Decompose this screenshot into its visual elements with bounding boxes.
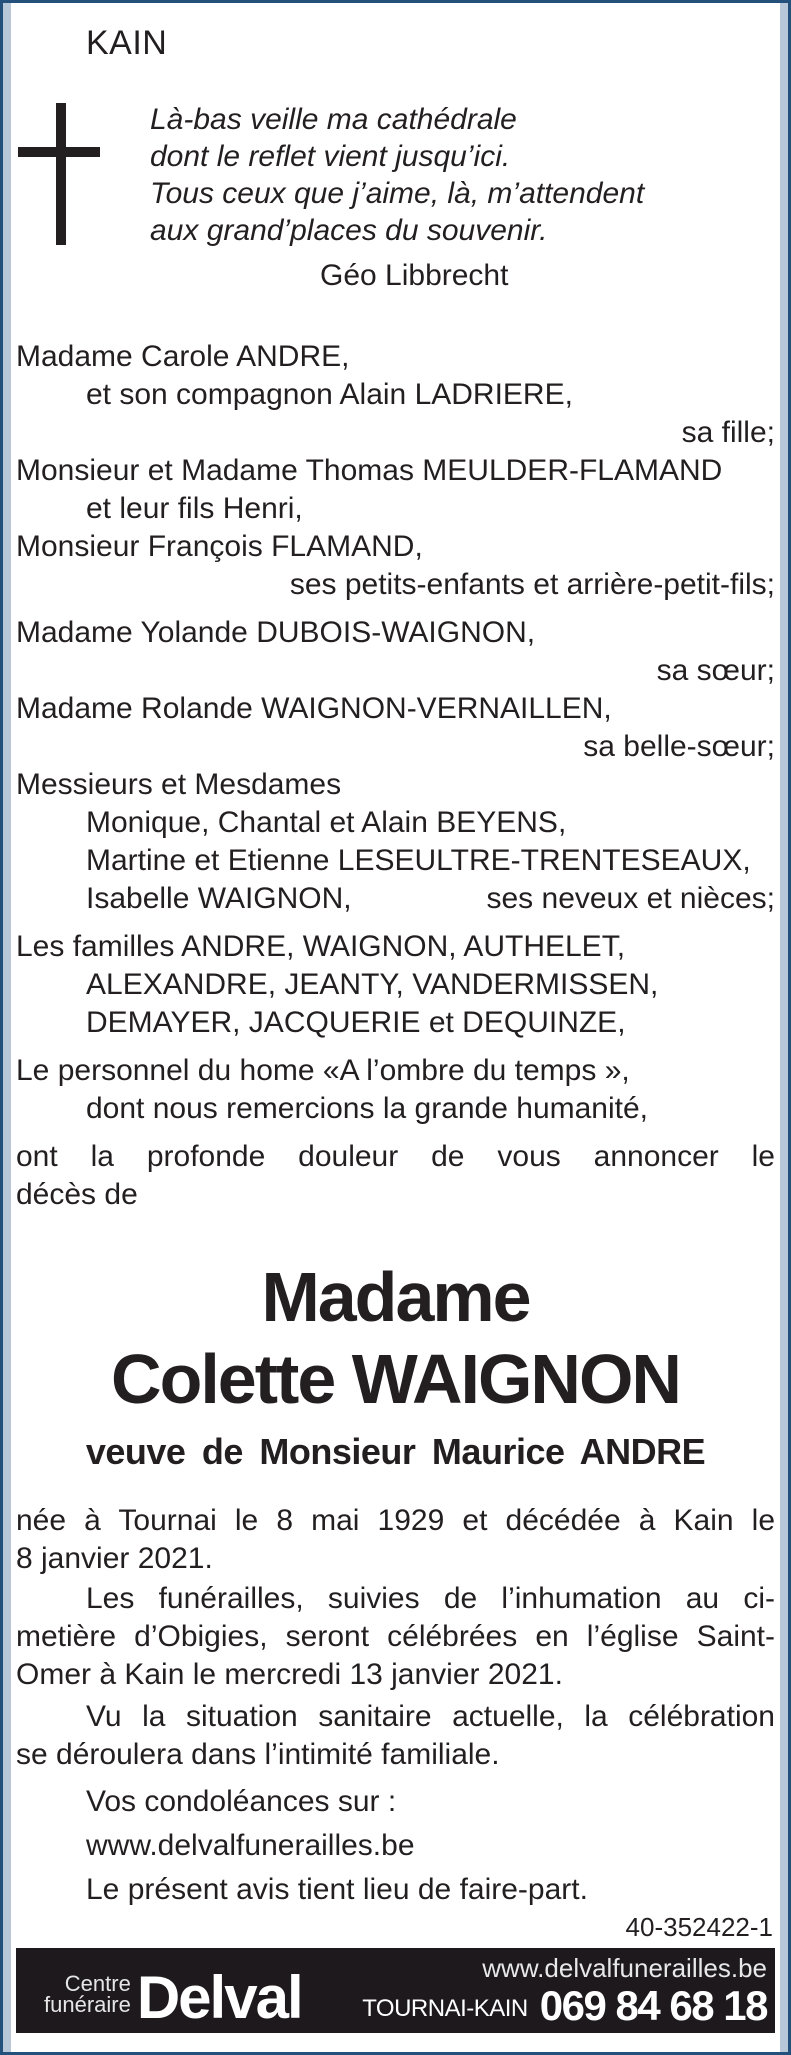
banner-brand-group xyxy=(44,1948,302,2033)
funeral-paragraph xyxy=(16,1580,775,1694)
biography-line: née à Tournai le 8 mai 1929 et décédée à Kain le xyxy=(16,1504,775,1537)
banner-phone-number: 069 84 68 18 xyxy=(539,1982,767,2029)
family-line: et leur fils Henri, xyxy=(86,492,303,525)
family-line: Madame Rolande WAIGNON-VERNAILLEN, xyxy=(16,692,612,725)
banner-brand-logo: Delval xyxy=(136,1964,302,2031)
funeral-line: Les funérailles, suivies de l’inhumation au ci- xyxy=(86,1582,775,1615)
condolences-label: Vos condoléances sur : xyxy=(86,1785,397,1818)
deceased-title: Madame xyxy=(261,1258,530,1336)
biography-line: 8 janvier 2021. xyxy=(16,1542,213,1575)
banner-prefix-line: Centre xyxy=(64,1971,131,1996)
faire-part-notice: Le présent avis tient lieu de faire-part. xyxy=(86,1873,588,1906)
cross-icon xyxy=(18,103,102,248)
banner-phone-row xyxy=(362,1982,767,2029)
family-line: ALEXANDRE, JEANTY, VANDERMISSEN, xyxy=(86,968,659,1001)
reference-number: 40-352422-1 xyxy=(625,1912,773,1942)
family-line: Monsieur et Madame Thomas MEULDER-FLAMAND xyxy=(16,454,723,487)
obituary-inner xyxy=(3,3,788,2052)
condolences-website-link[interactable]: www.delvalfunerailles.be xyxy=(86,1829,415,1862)
epigraph-section xyxy=(16,101,775,294)
banner-prefix-line: funéraire xyxy=(44,1992,131,2017)
banner-contact-group xyxy=(362,1948,767,2033)
family-line: Monique, Chantal et Alain BEYENS, xyxy=(86,806,567,839)
funeral-home-banner xyxy=(16,1948,775,2033)
poem-line: Là-bas veille ma cathédrale xyxy=(150,103,517,136)
family-line: Madame Yolande DUBOIS-WAIGNON, xyxy=(16,616,536,649)
banner-website-link[interactable]: www.delvalfunerailles.be xyxy=(482,1953,767,1983)
family-line: Messieurs et Mesdames xyxy=(16,768,342,801)
family-line: et son compagnon Alain LADRIERE, xyxy=(86,378,573,411)
family-line xyxy=(16,880,775,918)
family-line: Monsieur François FLAMAND, xyxy=(16,530,423,563)
family-line: dont nous remercions la grande humanité, xyxy=(86,1092,649,1125)
place-header: KAIN xyxy=(86,24,168,62)
funeral-line: metière d’Obigies, seront célébrées en l’église Saint- xyxy=(16,1620,775,1653)
poem-line: Tous ceux que j’aime, là, m’attendent xyxy=(150,177,645,210)
relation-label: sa belle-sœur; xyxy=(583,730,775,763)
widow-of-line: veuve de Monsieur Maurice ANDRE xyxy=(85,1431,706,1472)
relation-label: ses neveux et nièces; xyxy=(486,882,775,915)
family-line: DEMAYER, JACQUERIE et DEQUINZE, xyxy=(86,1006,626,1039)
poem-line: dont le reflet vient jusqu’ici. xyxy=(150,140,511,173)
announcement-line: décès de xyxy=(16,1178,138,1211)
family-line: Le personnel du home «A l’ombre du temps », xyxy=(16,1054,630,1087)
funeral-line: Omer à Kain le mercredi 13 janvier 2021. xyxy=(16,1658,563,1691)
announcement xyxy=(16,1138,775,1214)
family-line-left: Isabelle WAIGNON, xyxy=(86,882,352,915)
family-line: Madame Carole ANDRE, xyxy=(16,340,350,373)
poem-line: aux grand’places du souvenir. xyxy=(150,214,548,247)
announcement-line: ont la profonde douleur de vous annoncer le xyxy=(16,1140,775,1173)
family-line: Martine et Etienne LESEULTRE-TRENTESEAUX, xyxy=(86,844,751,877)
relation-label: sa sœur; xyxy=(656,654,775,687)
relation-label: ses petits-enfants et arrière-petit-fils; xyxy=(289,568,775,601)
family-line: Les familles ANDRE, WAIGNON, AUTHELET, xyxy=(16,930,626,963)
banner-city: TOURNAI-KAIN xyxy=(362,1995,528,2022)
covid-line: se déroulera dans l’intimité familiale. xyxy=(16,1738,500,1771)
relation-label: sa fille; xyxy=(681,416,775,449)
family-list xyxy=(16,338,775,1128)
covid-line: Vu la situation sanitaire actuelle, la célébration xyxy=(86,1700,775,1733)
banner-brand-prefix xyxy=(44,1973,131,2015)
biography-paragraph xyxy=(16,1502,775,1578)
poem xyxy=(150,101,644,294)
poem-author: Géo Libbrecht xyxy=(320,259,509,292)
deceased-name: Colette WAIGNON xyxy=(111,1340,680,1418)
covid-paragraph xyxy=(16,1698,775,1774)
